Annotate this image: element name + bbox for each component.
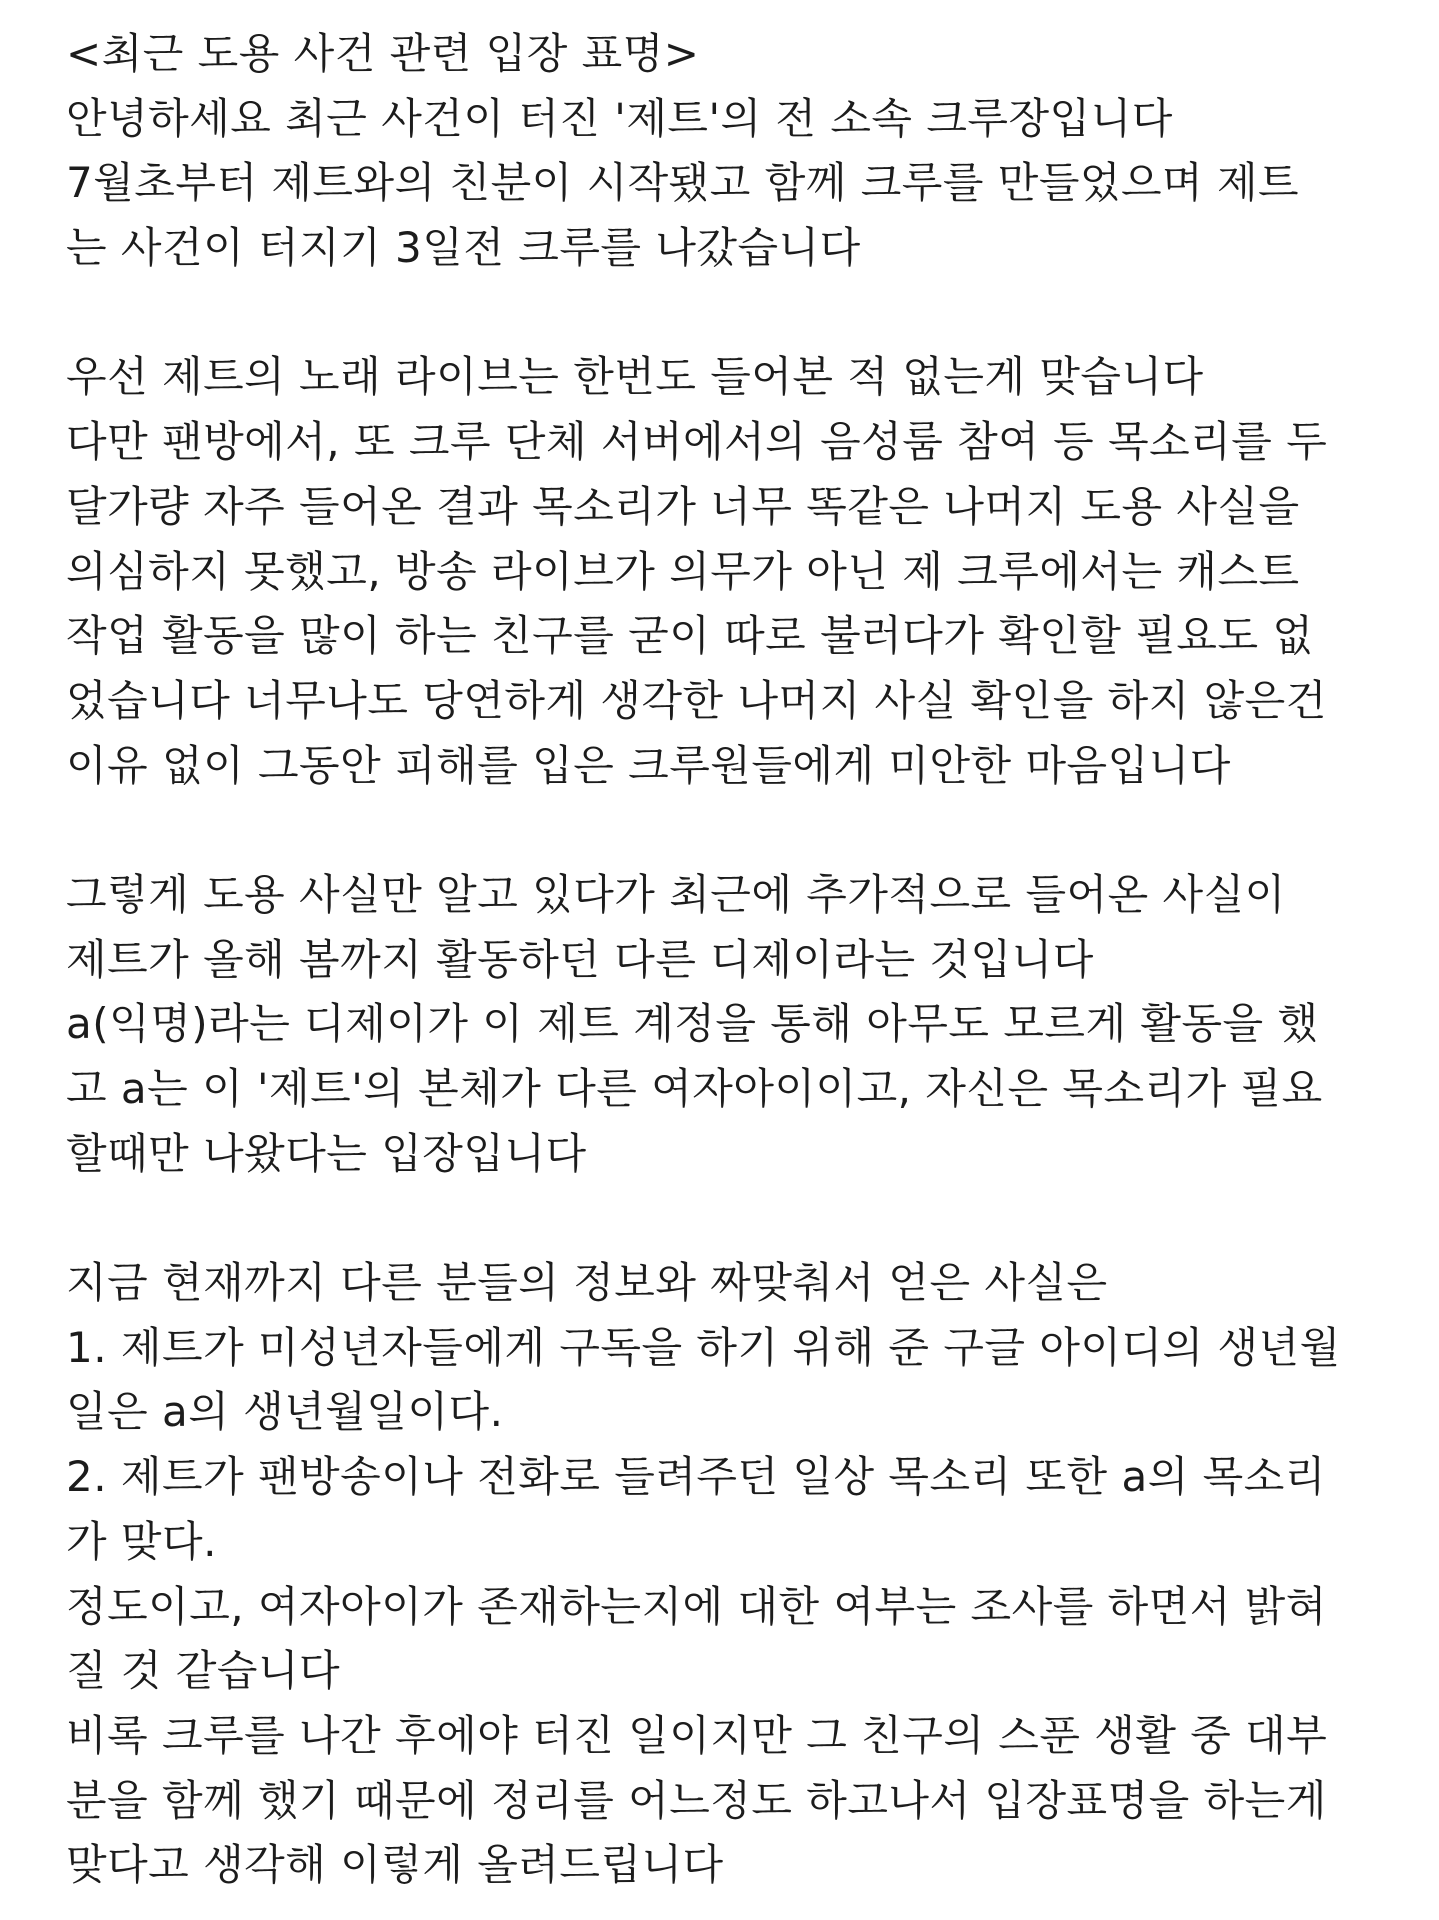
list-item-2-line: 가 맞다. <box>66 1516 217 1566</box>
list-item-1-line: 1. 제트가 미성년자들에게 구독을 하기 위해 준 구글 아이디의 생년월 <box>66 1322 1341 1372</box>
text-line: 우선 제트의 노래 라이브는 한번도 들어본 적 없는게 맞습니다 <box>66 352 1204 402</box>
paragraph-gap <box>66 1186 1396 1251</box>
statement-document <box>66 22 1396 1898</box>
text-line: 달가량 자주 들어온 결과 목소리가 너무 똑같은 나머지 도용 사실을 <box>66 481 1300 531</box>
text-line: 었습니다 너무나도 당연하게 생각한 나머지 사실 확인을 하지 않은건 <box>66 675 1327 725</box>
text-line: 정도이고, 여자아이가 존재하는지에 대한 여부는 조사를 하면서 밝혀 <box>66 1581 1327 1631</box>
text-line: 그렇게 도용 사실만 알고 있다가 최근에 추가적으로 들어온 사실이 <box>66 869 1286 919</box>
list-item-2-line: 2. 제트가 팬방송이나 전화로 들려주던 일상 목소리 또한 a의 목소리 <box>66 1452 1326 1502</box>
paragraph-gap <box>66 798 1396 863</box>
text-line: 지금 현재까지 다른 분들의 정보와 짜맞춰서 얻은 사실은 <box>66 1258 1108 1308</box>
text-line: 비록 크루를 나간 후에야 터진 일이지만 그 친구의 스푼 생활 중 대부 <box>66 1710 1328 1760</box>
text-line: 작업 활동을 많이 하는 친구를 굳이 따로 불러다가 확인할 필요도 없 <box>66 611 1314 661</box>
text-line: a(익명)라는 디제이가 이 제트 계정을 통해 아무도 모르게 활동을 했 <box>66 999 1319 1049</box>
text-line: 고 a는 이 '제트'의 본체가 다른 여자아이이고, 자신은 목소리가 필요 <box>66 1064 1323 1113</box>
text-line: 질 것 같습니다 <box>66 1646 341 1696</box>
text-line: 안녕하세요 최근 사건이 터진 '제트'의 전 소속 크루장입니다 <box>66 93 1173 143</box>
text-line: 할때만 나왔다는 입장입니다 <box>66 1128 587 1178</box>
text-line: 다만 팬방에서, 또 크루 단체 서버에서의 음성룸 참여 등 목소리를 두 <box>66 417 1328 467</box>
text-line: 7월초부터 제트와의 친분이 시작됐고 함께 크루를 만들었으며 제트 <box>66 158 1300 208</box>
text-line: 분을 함께 했기 때문에 정리를 어느정도 하고나서 입장표명을 하는게 <box>66 1775 1327 1825</box>
text-line: 맞다고 생각해 이렇게 올려드립니다 <box>66 1840 724 1890</box>
text-line: 이유 없이 그동안 피해를 입은 크루원들에게 미안한 마음입니다 <box>66 740 1231 790</box>
text-line: 는 사건이 터지기 3일전 크루를 나갔습니다 <box>66 223 861 273</box>
text-line: 제트가 올해 봄까지 활동하던 다른 디제이라는 것입니다 <box>66 934 1094 984</box>
list-item-1-line: 일은 a의 생년월일이다. <box>66 1387 504 1437</box>
text-line: 의심하지 못했고, 방송 라이브가 의무가 아닌 제 크루에서는 캐스트 <box>66 546 1300 596</box>
document-title: <최근 도용 사건 관련 입장 표명> <box>66 29 700 78</box>
paragraph-gap <box>66 281 1396 346</box>
